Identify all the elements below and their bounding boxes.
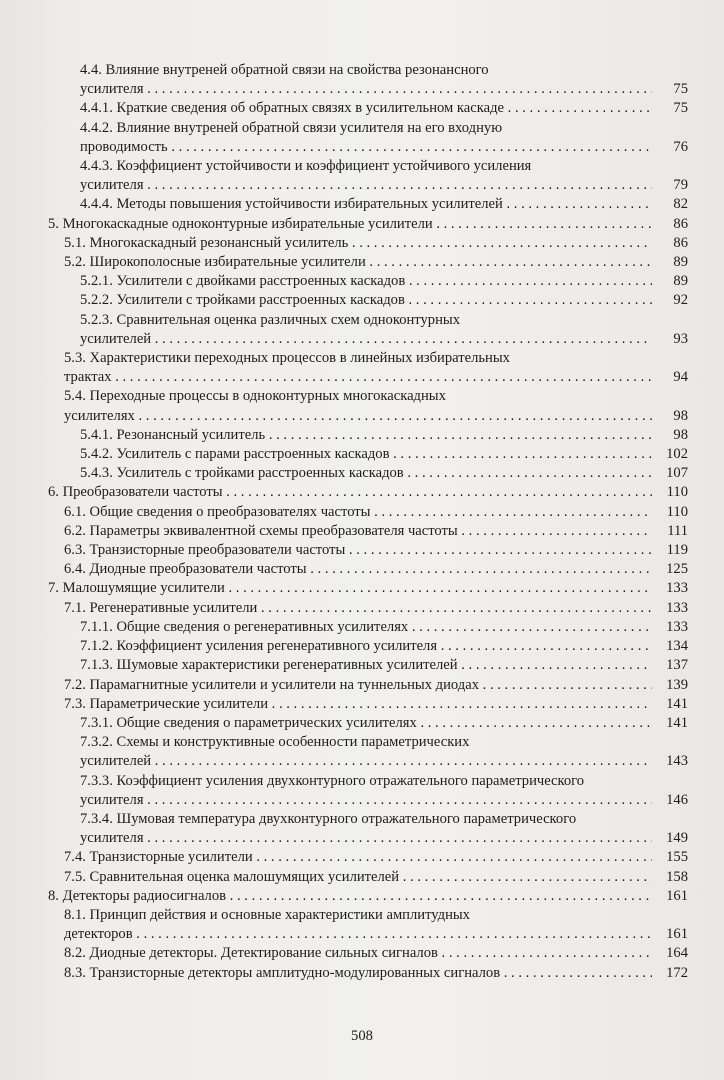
toc-entry (48, 349, 688, 387)
toc-entry-title: 6.4. Диодные преобразователи частоты . . . (64, 560, 652, 579)
toc-entry-title: 5.2.3. Сравнительная оценка различных схем одноконтурных усилителей . . . (80, 311, 652, 349)
toc-entry-page: 161 (666, 926, 688, 943)
toc-entry (48, 157, 688, 195)
toc-entry-page: 98 (673, 407, 688, 424)
toc-entry-page: 133 (666, 599, 688, 616)
toc-entry-title: 7.1.3. Шумовые характеристики регенеративных усилителей . . . (80, 656, 652, 675)
toc-entry-title: 7. Малошумящие усилители . . . (48, 579, 652, 598)
toc-entry-page: 102 (666, 446, 688, 463)
toc-entry (48, 99, 688, 118)
toc-entry (48, 541, 688, 560)
toc-entry-page: 155 (666, 849, 688, 866)
toc-entry-page: 161 (666, 887, 688, 904)
toc-entry (48, 311, 688, 349)
toc-entry-title: 8.3. Транзисторные детекторы амплитудно-модулированных сигналов . . . (64, 964, 652, 983)
toc-entry (48, 637, 688, 656)
toc-entry-page: 139 (666, 676, 688, 693)
toc-entry-page: 164 (666, 945, 688, 962)
toc-entry-page: 134 (666, 638, 688, 655)
toc-entry-page: 110 (666, 503, 688, 520)
toc-entry (48, 464, 688, 483)
toc-entry-title: 4.4.1. Краткие сведения об обратных связях в усилительном каскаде . . . (80, 99, 652, 118)
toc-entry-title: 5.4.2. Усилитель с парами расстроенных каскадов . . . (80, 445, 652, 464)
toc-entry-page: 137 (666, 657, 688, 674)
toc-entry (48, 215, 688, 234)
toc-entry-title: 6.2. Параметры эквивалентной схемы преобразователя частоты . . . (64, 522, 652, 541)
page-number: 508 (351, 1028, 373, 1044)
toc-entry-title: 7.1.2. Коэффициент усиления регенеративного усилителя . . . (80, 637, 652, 656)
toc-entry-title: 4.4.2. Влияние внутреней обратной связи усилителя на его входную проводимость . . . (80, 119, 652, 157)
toc-entry-page: 158 (666, 868, 688, 885)
toc-entry-title: 7.3.3. Коэффициент усиления двухконтурного отражательного параметрического усилителя . . . (80, 772, 652, 810)
toc-entry (48, 848, 688, 867)
toc-entry (48, 195, 688, 214)
toc-entry-page: 86 (673, 215, 688, 232)
toc-entry (48, 291, 688, 310)
toc-entry-page: 111 (667, 522, 688, 539)
toc-entry (48, 61, 688, 99)
toc-entry (48, 483, 688, 502)
toc-entry-title: 7.1.1. Общие сведения о регенеративных усилителях . . . (80, 618, 652, 637)
toc-entry (48, 964, 688, 983)
toc-entry (48, 560, 688, 579)
toc-entry-page: 107 (666, 465, 688, 482)
toc-entry-page: 94 (673, 369, 688, 386)
toc-entry (48, 868, 688, 887)
toc-entry-title: 8. Детекторы радиосигналов . . . (48, 887, 652, 906)
toc-entry (48, 733, 688, 771)
toc-entry-page: 82 (673, 196, 688, 213)
toc-entry-page: 79 (673, 177, 688, 194)
toc-entry (48, 503, 688, 522)
toc-entry (48, 887, 688, 906)
toc-entry-title: 6.1. Общие сведения о преобразователях частоты . . . (64, 503, 652, 522)
toc-entry-title: 4.4. Влияние внутреней обратной связи на свойства резонансного усилителя . . . (80, 61, 652, 99)
toc-entry-title: 5.2. Широкополосные избирательные усилители . . . (64, 253, 652, 272)
toc-entry-title: 7.3.2. Схемы и конструктивные особенности параметрических усилителей . . . (80, 733, 652, 771)
toc-entry (48, 272, 688, 291)
toc-entry (48, 579, 688, 598)
toc-entry-title: 5.1. Многокаскадный резонансный усилитель . . . (64, 234, 652, 253)
toc-entry-page: 110 (666, 484, 688, 501)
toc-entry-page: 125 (666, 561, 688, 578)
toc-entry (48, 387, 688, 425)
toc-entry-title: 4.4.4. Методы повышения устойчивости избирательных усилителей . . . (80, 195, 652, 214)
toc-entry-page: 86 (673, 234, 688, 251)
toc-entry-page: 143 (666, 753, 688, 770)
toc-entry-page: 75 (673, 100, 688, 117)
toc-entry-page: 76 (673, 138, 688, 155)
toc-entry (48, 656, 688, 675)
toc-entry-title: 7.3.4. Шумовая температура двухконтурного отражательного параметрического усилителя . . . (80, 810, 652, 848)
toc-entry-title: 6. Преобразователи частоты . . . (48, 483, 652, 502)
toc-entry (48, 618, 688, 637)
toc-entry-page: 119 (666, 542, 688, 559)
toc-entry (48, 714, 688, 733)
toc-entry-page: 92 (673, 292, 688, 309)
toc-entry-title: 5.2.1. Усилители с двойками расстроенных каскадов . . . (80, 272, 652, 291)
toc-entry-title: 8.1. Принцип действия и основные характеристики амплитудных детекторов . . . (64, 906, 652, 944)
toc-entry-page: 98 (673, 426, 688, 443)
toc-entry-page: 133 (666, 618, 688, 635)
toc-entry-page: 89 (673, 273, 688, 290)
toc-entry (48, 810, 688, 848)
toc-entry-page: 146 (666, 791, 688, 808)
toc-entry-page: 93 (673, 330, 688, 347)
toc-entry (48, 599, 688, 618)
toc-entry-title: 7.4. Транзисторные усилители . . . (64, 848, 652, 867)
toc-entry-title: 7.2. Парамагнитные усилители и усилители на туннельных диодах . . . (64, 676, 652, 695)
toc-entry-title: 5.2.2. Усилители с тройками расстроенных каскадов . . . (80, 291, 652, 310)
toc-entry-title: 7.5. Сравнительная оценка малошумящих усилителей . . . (64, 868, 652, 887)
toc-entry-title: 4.4.3. Коэффициент устойчивости и коэффициент устойчивого усиления усилителя . . . (80, 157, 652, 195)
toc-entry-page: 133 (666, 580, 688, 597)
toc-entry (48, 906, 688, 944)
toc-entry-title: 7.1. Регенеративные усилители . . . (64, 599, 652, 618)
toc-entry-title: 5.3. Характеристики переходных процессов в линейных избирательных трактах . . . (64, 349, 652, 387)
toc-entry (48, 445, 688, 464)
toc-entry-title: 7.3.1. Общие сведения о параметрических усилителях . . . (80, 714, 652, 733)
toc-entry (48, 772, 688, 810)
toc-entry-page: 141 (666, 695, 688, 712)
toc-entry-title: 8.2. Диодные детекторы. Детектирование сильных сигналов . . . (64, 944, 652, 963)
toc-entry (48, 234, 688, 253)
toc-entry-title: 5.4.1. Резонансный усилитель . . . (80, 426, 652, 445)
toc-entry (48, 695, 688, 714)
toc-entry-page: 75 (673, 81, 688, 98)
toc-entry-title: 6.3. Транзисторные преобразователи частоты . . . (64, 541, 652, 560)
toc-entry-page: 149 (666, 830, 688, 847)
toc-entry (48, 253, 688, 272)
toc-entry (48, 522, 688, 541)
toc-entry-title: 7.3. Параметрические усилители . . . (64, 695, 652, 714)
toc-entry-page: 172 (666, 964, 688, 981)
toc-entry (48, 944, 688, 963)
toc-entry-title: 5. Многокаскадные одноконтурные избирательные усилители . . . (48, 215, 652, 234)
table-of-contents (48, 61, 688, 983)
toc-entry (48, 676, 688, 695)
toc-entry-title: 5.4.3. Усилитель с тройками расстроенных каскадов . . . (80, 464, 652, 483)
toc-entry (48, 119, 688, 157)
toc-entry-page: 89 (673, 254, 688, 271)
toc-entry (48, 426, 688, 445)
toc-entry-page: 141 (666, 714, 688, 731)
toc-entry-title: 5.4. Переходные процессы в одноконтурных многокаскадных усилителях . . . (64, 387, 652, 425)
